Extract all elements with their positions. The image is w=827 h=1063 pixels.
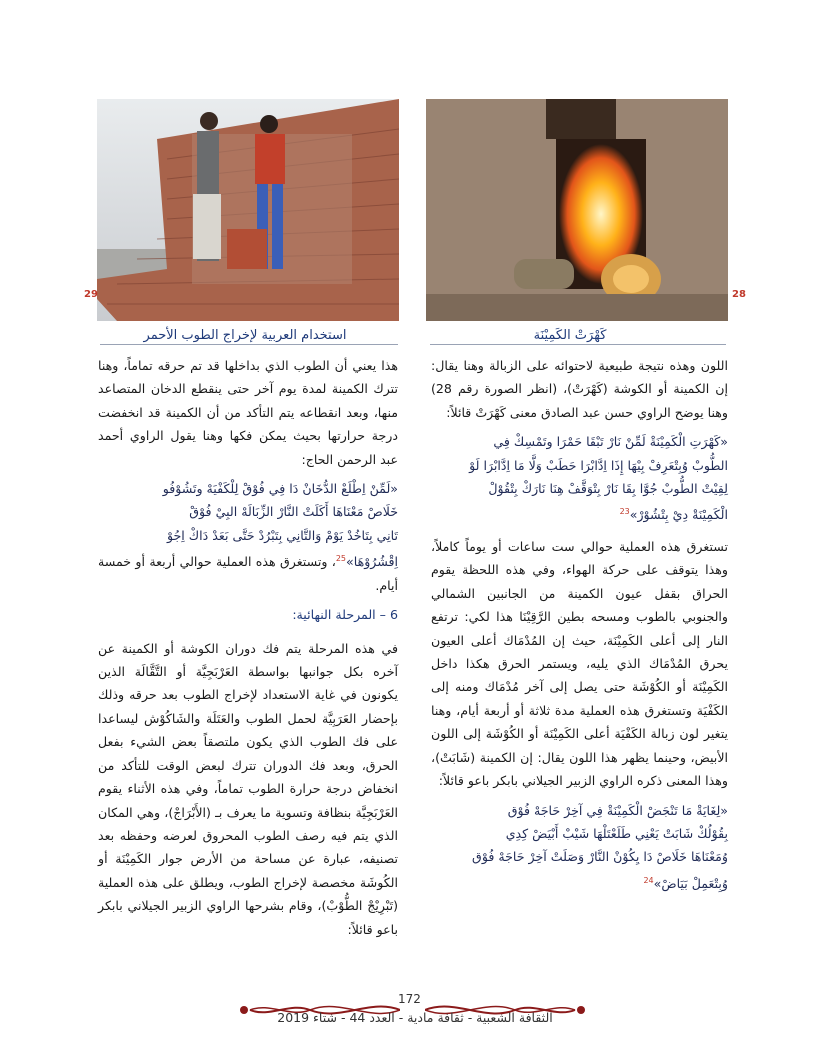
quote-line: اِقْشُرُوْهَا»: [346, 554, 398, 570]
section-heading: 6 – المرحلة النهائية:: [292, 607, 398, 623]
quote-line: «كَهْرَتِ الْكَمِيْنَةْ لَمِّنْ نَارْ تَبْقَا حَمْرَا وتَمْسِكْ فِي: [493, 434, 728, 450]
photo-caption: استخدام العربية لإخراج الطوب الأحمر: [143, 328, 347, 343]
quote-line: «لِغَايَةْ مَا تَنْجَضْ الْكَمِيْنَةْ فِي آخِرْ حَاجَهْ فُوْق: [507, 802, 728, 818]
paragraph: في هذه المرحلة يتم فك دوران الكوشة أو الكمينة عن آخره بكل جوانبها بواسطة العَرْبَجِيَّة أو التَّقَّالَة الذين يكونون في غاية الاستعداد لإخراج الطوب بعد حرقه وذلك بإحضار العَرَبِيَّة لحمل الطوب والعَتَلَة والشَاكُوْش ليساعدا على فك الطوب الذي يكون ملتصقاً بعض الشيء بفعل الحرق، وبعد فك الدوران تترك لبعض الوقت للتأكد من انخفاض درجة حرارة الطوب تماماً، وفي هذه الأثناء يقوم العَرْبَجِيَّة بنظافة وتسوية ما يعرف بـ (الأَبْرَاجْ)، وهي المكان الذي يتم فيه رصف الطوب المحروق لعرضه وحفظه بعد تصنيفه، عبارة عن مساحة من الأرض جوار الكَمِيْنَة أو الكُوشَة مخصصة لإخراج الطوب، ويطلق على هذه العملية (تَبْرِيْجْ الطُّوْبْ)، وقام بشرحها الراوي الزبير الجيلاني بابكر باعو قائلاً:: [98, 640, 398, 937]
paragraph: اللون وهذه نتيجة طبيعية لاحتوائه على الزبالة وهنا يقال: إن الكمينة أو الكوشة (كَهْرَتْ)، (انظر الصورة رقم 28) وهنا يوضح الراوي حسن عبد الصادق معنى كَهْرَتْ قائلاً:: [431, 358, 728, 420]
footnote-ref: 24: [643, 875, 654, 885]
quote-line: وُمَعْنَاهَا خَلَاصْ دَا يِكُوْنْ النَّارْ وَصَلَتْ آخِرْ حَاجَهْ فُوْق: [472, 849, 728, 865]
kiln-fire-photo: [426, 99, 728, 321]
footnote-ref: 23: [619, 507, 630, 517]
page-number: 172: [398, 992, 421, 1006]
footer-publication-info: الثقافة الشعبية - ثقافة مادية - العدد 44 - شتاء 2019: [277, 1010, 553, 1025]
caption-divider: [430, 344, 726, 345]
dialect-quote: [98, 477, 398, 597]
quote-line: تَانِي بِتَاخُدْ يَوْمْ وَالتَّانِي بِتَبْرُدْ حَتَّى بَعَدْ دَاكْ اِجُوْ: [167, 527, 398, 543]
left-text-column: [98, 354, 398, 947]
paragraph: هذا يعني أن الطوب الذي بداخلها قد تم حرقه تماماً، وهنا تترك الكمينة لمدة يوم آخر حتى ينقطع الدخان المتصاعد منها، وبعد انقطاعه يتم التأكد من أن الكمينة قد انخفضت درجة حرارتها بحيث يمكن فكها وهنا يقول الراوي أحمد عبد الرحمن الحاج:: [98, 358, 398, 467]
quote-line: لِقِيْتْ الطُّوبْ جُوَّا بِقَا نَارْ بِتْوَقَّفْ هِنَا نَارَكْ بِتْقُوْلْ: [488, 481, 728, 497]
caption-divider: [100, 344, 398, 345]
quote-line: خَلَاصْ مَعْنَاهَا أَكَلَتْ النَّارْ الزِّبَالَهْ البِيْ فُوْقْ: [189, 504, 398, 520]
quote-tail: ، وتستغرق هذه العملية حوالي أربعة أو خمسة أيام.: [98, 554, 398, 593]
quote-line: وُبِتْعَمِلْ بَيَاضْ»: [653, 875, 728, 891]
photo-number: 28: [732, 289, 746, 300]
quote-line: «لَمِّنْ اِطْلَعْ الدُّخَانْ دَا فِي فُوْقْ لِلْكَفْيَهْ وتَشُوْفُو: [162, 481, 398, 497]
photo-number: 29: [84, 289, 98, 300]
quote-line: الْكَمِيْنَةْ دِيْ بِتْشُوْرْ»: [629, 507, 728, 523]
right-text-column: [431, 354, 728, 895]
photo-caption: كَهْرَتْ الكَمِيْنَة: [533, 328, 607, 343]
quote-line: الطُّوبْ وُبِتْعَرِفْ بِيْهَا إِذَا اِدَّابْرَا حَطَبْ وَلَّا مَا اِدَّابْرَا لَوْ: [469, 457, 728, 473]
brick-stack-photo: [97, 99, 399, 321]
quote-line: بِقُوْلُكْ شَابَتْ يَعْنِي طَلَعْتَلْهَا شَيْبْ أَبْيَضْ كِدِي: [505, 825, 728, 841]
dialect-quote: [431, 799, 728, 896]
paragraph: تستغرق هذه العملية حوالي ست ساعات أو يوماً كاملاً، وهذا يتوقف على حركة الهواء، وفي هذه اللحظة يقوم الحراق بقفل عيون الكمينة من الجانبين الشمالي والجنوبي بالطوب ومسحه بطين الرَّقِيْنَا هذا لكي: ترتفع النار إلى أعلى الكَمِيْنَة، حيث إن المُدْمَاك أعلى العيون يحرق المُدْمَاك الذي يليه، ويستمر الحرق هكذا داخل الكَمِيْنَة أو الكُوْشَة حتى يصل إلى آخر مُدْمَاك ومنه إلى الكَفْيَة وتستغرق هذه العملية مدة ثلاثة أو أربعة أيام، وهنا يتغير لون زبالة الكَفْيَة أعلى الكَمِيْنَة أو الكُوْشَة إلى اللون الأبيض، وحينما يظهر هذا اللون يقال: إن الكمينة (شَابَتْ)، وهذا المعنى ذكره الراوي الزبير الجيلاني بابكر باعو قائلاً:: [431, 539, 728, 789]
dialect-quote: [431, 430, 728, 527]
footnote-ref: 25: [335, 554, 347, 564]
